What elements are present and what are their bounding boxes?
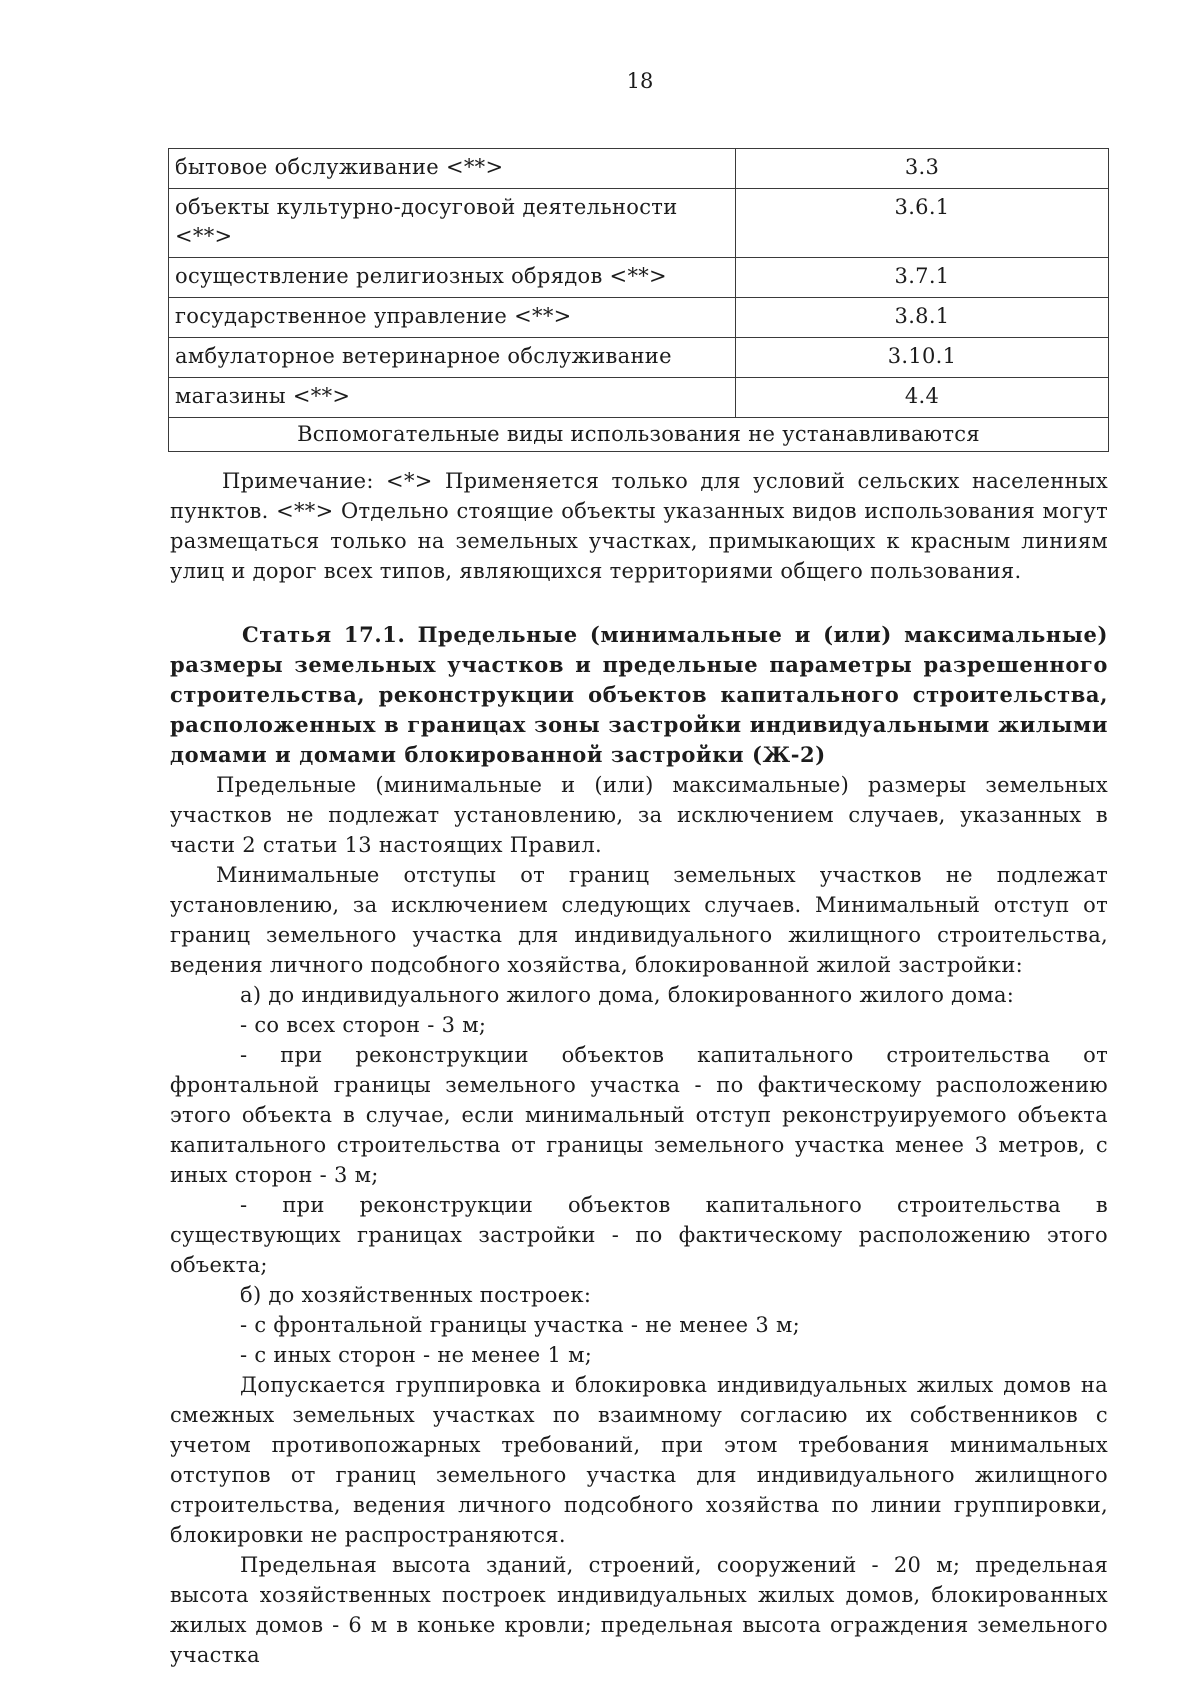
table-cell-use-name: бытовое обслуживание <**> — [169, 149, 736, 189]
table-cell-use-code: 3.10.1 — [736, 338, 1109, 378]
article-title: Статья 17.1. Предельные (минимальные и (или) максимальные) размеры земельных участков и предельные параметры разрешенного строительства, реконструкции объектов капитального строительства, расположенных в границах зоны застройки индивидуальными жилыми домами и домами блокированной застройки (Ж-2) — [170, 622, 1108, 767]
table-cell-use-code: 3.6.1 — [736, 189, 1109, 258]
land-use-table — [168, 148, 1109, 452]
body-paragraph: - со всех сторон - 3 м; — [240, 1013, 487, 1037]
table-cell-use-name: государственное управление <**> — [169, 298, 736, 338]
body-paragraph: - с иных сторон - не менее 1 м; — [240, 1343, 593, 1367]
body-paragraph: Минимальные отступы от границ земельных участков не подлежат установлению, за исключением следующих случаев. Минимальный отступ от границ земельного участка для индивидуального жилищного строительства, ведения личного подсобного хозяйства, блокированной жилой застройки: — [170, 863, 1108, 977]
body-paragraph: - при реконструкции объектов капитального строительства от фронтальной границы земельного участка - по фактическому расположению этого объекта в случае, если минимальный отступ реконструируемого объекта капитального строительства от границы земельного участка менее 3 метров, с иных сторон - 3 м; — [170, 1043, 1108, 1187]
table-row — [169, 298, 1109, 338]
table-row — [169, 258, 1109, 298]
table-cell-use-code: 3.3 — [736, 149, 1109, 189]
table-row — [169, 189, 1109, 258]
body-paragraph: Допускается группировка и блокировка индивидуальных жилых домов на смежных земельных участках по взаимному согласию их собственников с учетом противопожарных требований, при этом требования минимальных отступов от границ земельного участка для индивидуального жилищного строительства, ведения личного подсобного хозяйства по линии группировки, блокировки не распространяются. — [170, 1373, 1108, 1547]
body-paragraph: - с фронтальной границы участка - не менее 3 м; — [240, 1313, 800, 1337]
table-footer-cell: Вспомогательные виды использования не устанавливаются — [169, 418, 1109, 452]
table-row — [169, 378, 1109, 418]
note-paragraph: Примечание: <*> Применяется только для условий сельских населенных пунктов. <**> Отдельно стоящие объекты указанных видов использования могут размещаться только на земельных участках, примыкающих к красным линиям улиц и дорог всех типов, являющихся территориями общего пользования. — [170, 469, 1108, 583]
article-body — [170, 770, 1108, 1670]
table-cell-use-name: магазины <**> — [169, 378, 736, 418]
table-cell-use-name: амбулаторное ветеринарное обслуживание — [169, 338, 736, 378]
body-paragraph: б) до хозяйственных построек: — [240, 1283, 592, 1307]
table-cell-use-code: 3.7.1 — [736, 258, 1109, 298]
article-heading — [170, 620, 1108, 770]
body-paragraph: а) до индивидуального жилого дома, блокированного жилого дома: — [240, 983, 1015, 1007]
table-cell-use-name: осуществление религиозных обрядов <**> — [169, 258, 736, 298]
page-number: 18 — [626, 69, 654, 93]
body-paragraph: Предельные (минимальные и (или) максимальные) размеры земельных участков не подлежат установлению, за исключением случаев, указанных в части 2 статьи 13 настоящих Правил. — [170, 773, 1108, 857]
table-row — [169, 149, 1109, 189]
body-paragraph: Предельная высота зданий, строений, сооружений - 20 м; предельная высота хозяйственных построек индивидуальных жилых домов, блокированных жилых домов - 6 м в коньке кровли; предельная высота ограждения земельного участка — [170, 1553, 1108, 1667]
table-cell-use-code: 3.8.1 — [736, 298, 1109, 338]
table-note — [170, 466, 1108, 586]
table-row — [169, 338, 1109, 378]
table-cell-use-code: 4.4 — [736, 378, 1109, 418]
table-cell-use-name: объекты культурно-досуговой деятельности <**> — [169, 189, 736, 258]
table-footer-row — [169, 418, 1109, 452]
body-paragraph: - при реконструкции объектов капитального строительства в существующих границах застройки - по фактическому расположению этого объекта; — [170, 1193, 1108, 1277]
